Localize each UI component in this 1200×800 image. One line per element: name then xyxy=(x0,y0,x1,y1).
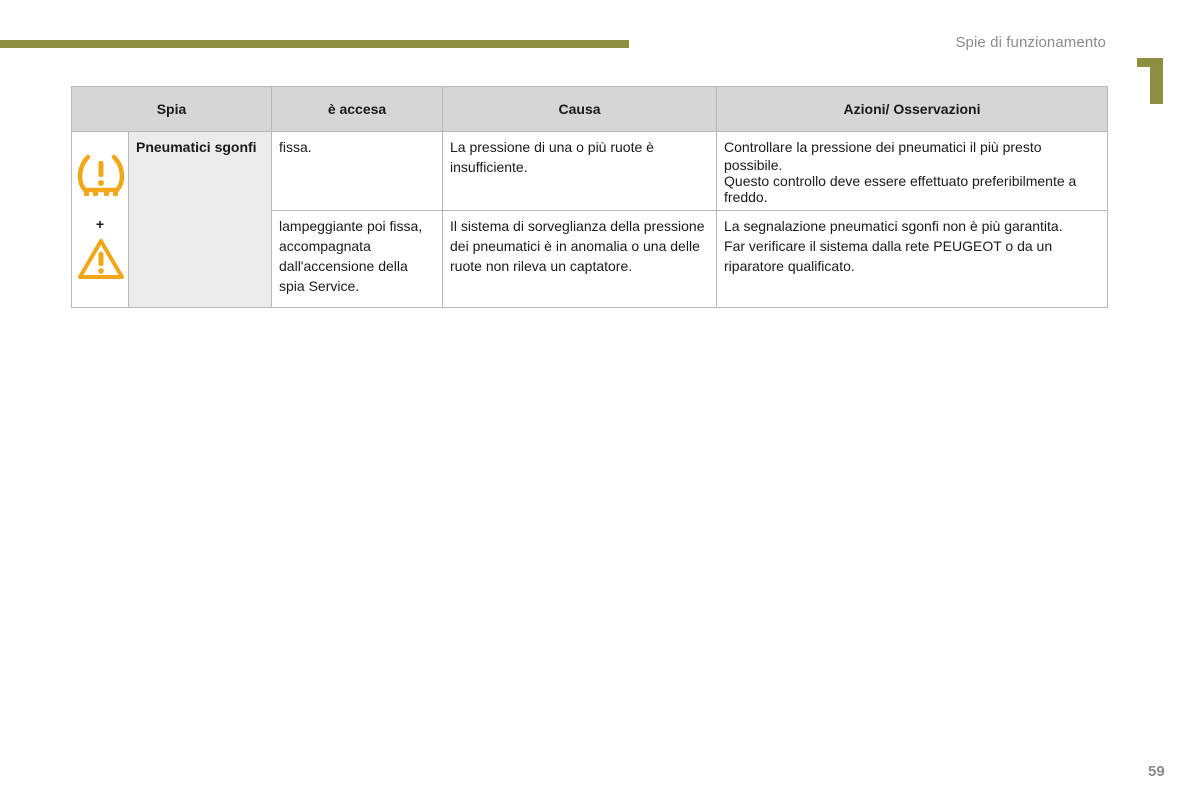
column-header-azioni: Azioni/ Osservazioni xyxy=(717,87,1108,132)
cell-causa: Il sistema di sorveglianza della pressione dei pneumatici è in anomalia o una delle ruote non rileva un captatore. xyxy=(443,211,717,308)
header-accent-bar xyxy=(0,40,629,48)
cell-accesa: fissa. xyxy=(272,132,443,211)
warning-name-cell: Pneumatici sgonfi xyxy=(129,132,272,308)
cell-azioni-rest: possibile. Questo controllo deve essere effettuato preferibilmente a freddo. xyxy=(724,157,1077,205)
section-title: Spie di funzionamento xyxy=(955,34,1106,51)
table-row xyxy=(72,132,1108,211)
cell-azioni-line1: Controllare la pressione dei pneumatici il più presto xyxy=(724,139,1042,155)
chapter-marker-stem xyxy=(1150,58,1163,104)
table-header-row xyxy=(72,87,1108,132)
chapter-marker xyxy=(1137,58,1163,104)
cell-causa: La pressione di una o più ruote è insufficiente. xyxy=(443,132,717,211)
warning-triangle-icon xyxy=(77,238,125,280)
tire-pressure-warning-icon xyxy=(77,154,125,198)
cell-azioni: La segnalazione pneumatici sgonfi non è più garantita. Far verificare il sistema dalla rete PEUGEOT o da un riparatore qualificato. xyxy=(717,211,1108,308)
warning-lights-table xyxy=(71,86,1108,308)
icon-cell xyxy=(72,132,129,308)
column-header-spia: Spia xyxy=(72,87,272,132)
icon-connector-plus: + xyxy=(95,216,105,232)
column-header-causa: Causa xyxy=(443,87,717,132)
cell-accesa: lampeggiante poi fissa, accompagnata dall'accensione della spia Service. xyxy=(272,211,443,308)
cell-azioni xyxy=(717,132,1108,211)
column-header-accesa: è accesa xyxy=(272,87,443,132)
page-number: 59 xyxy=(1148,763,1165,780)
